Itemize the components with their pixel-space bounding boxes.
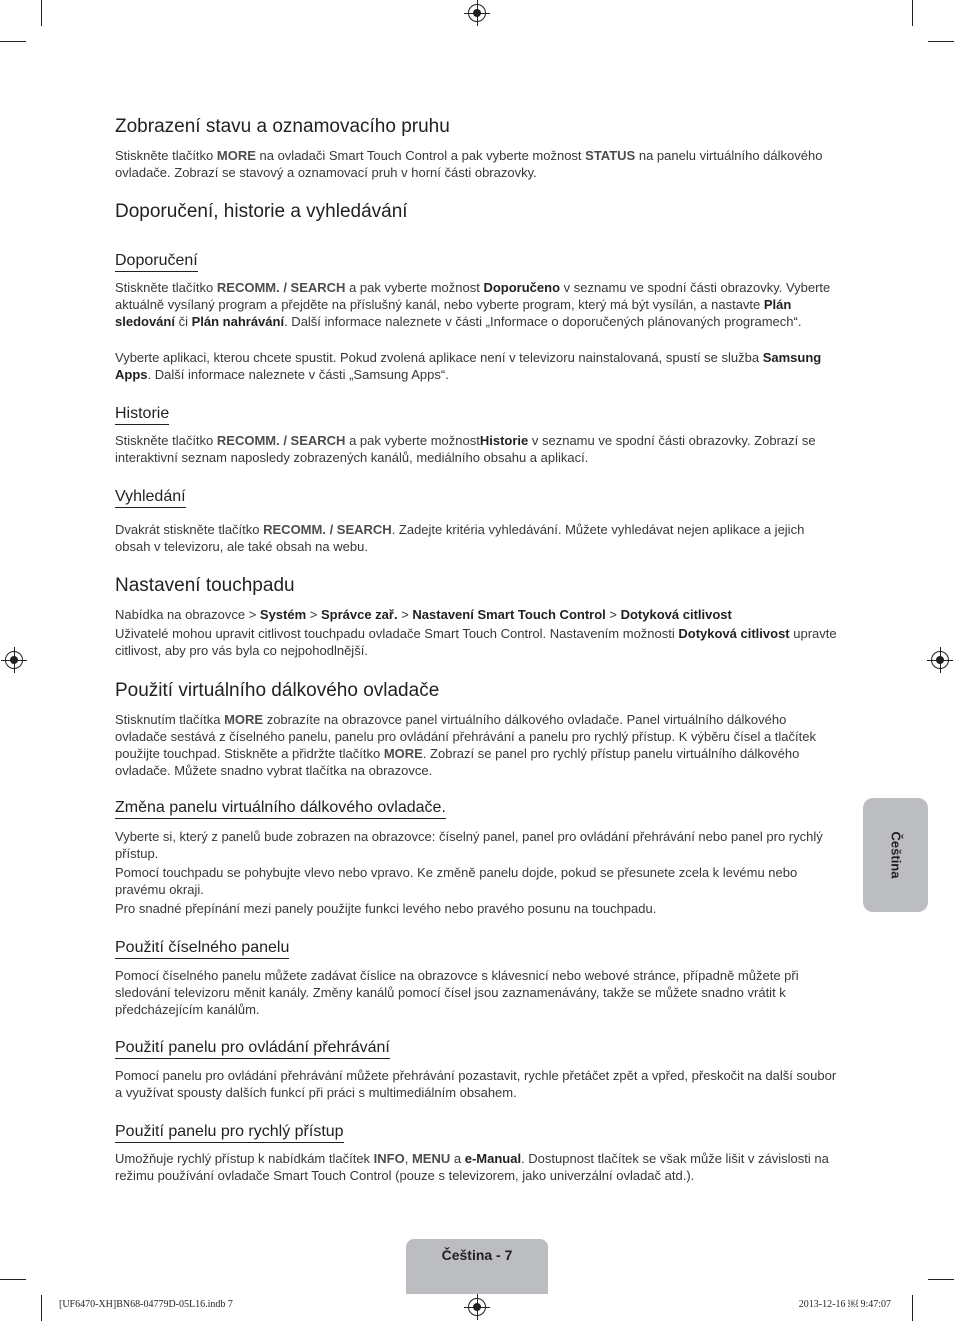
- subsection-title-vyhledani: Vyhledání: [115, 487, 186, 508]
- section-title-virtual-remote: Použití virtuálního dálkového ovladače: [115, 680, 440, 701]
- crop-mark: [928, 1279, 954, 1280]
- zmena-paragraph-2: Pomocí touchpadu se pohybujte vlevo nebo vpravo. Ke změně panelu dojde, pokud se přesunete zcela k levému nebo pravému okraji.: [115, 865, 798, 897]
- crop-mark: [928, 41, 954, 42]
- section-title-touchpad: Nastavení touchpadu: [115, 575, 295, 596]
- vyhledani-paragraph: Dvakrát stiskněte tlačítko RECOMM. / SEARCH. Zadejte kritéria vyhledávání. Můžete vyhledávat nejen aplikace a jejich obsah v televizoru, ale také obsah na webu.: [115, 522, 805, 554]
- zmena-paragraph-3: Pro snadné přepínání mezi panely použijte funkci levého nebo pravého posunu na touchpadu.: [115, 901, 657, 916]
- subsection-title-rychly-pristup: Použití panelu pro rychlý přístup: [115, 1122, 344, 1143]
- section-title-recomm: Doporučení, historie a vyhledávání: [115, 201, 408, 222]
- language-side-tab: [863, 798, 928, 912]
- subsection-title-zmena-panelu: Změna panelu virtuálního dálkového ovladače.: [115, 798, 446, 819]
- language-side-tab-label: Čeština: [888, 831, 903, 879]
- subsection-title-prehravani: Použití panelu pro ovládání přehrávání: [115, 1038, 390, 1059]
- touchpad-paragraph: Uživatelé mohou upravit citlivost touchpadu ovladače Smart Touch Control. Nastavením možnosti Dotyková citlivost upravte citlivost, aby pro vás byla co nejpohodlnější.: [115, 626, 837, 658]
- section-title-status: Zobrazení stavu a oznamovacího pruhu: [115, 116, 450, 137]
- crop-mark: [912, 0, 913, 26]
- print-footer-file: [UF6470-XH]BN68-04779D-05L16.indb 7: [59, 1299, 233, 1310]
- status-paragraph: Stiskněte tlačítko MORE na ovladači Smart Touch Control a pak vyberte možnost STATUS na panelu virtuálního dálkového ovladače. Zobrazí se stavový a oznamovací pruh v horní části obrazovky.: [115, 148, 823, 180]
- crop-mark: [41, 1295, 42, 1321]
- registration-mark-icon: [5, 651, 23, 669]
- rychly-pristup-paragraph: Umožňuje rychlý přístup k nabídkám tlačítek INFO, MENU a e-Manual. Dostupnost tlačítek se však může lišit v závislosti na režimu používání ovladače Smart Touch Control (pouze s televizorem, jako univerzální ovladač atd.).: [115, 1151, 829, 1183]
- crop-mark: [912, 1295, 913, 1321]
- print-footer-timestamp: 2013-12-16 ￼ 9:47:07: [798, 1299, 891, 1310]
- zmena-paragraph-1: Vyberte si, který z panelů bude zobrazen na obrazovce: číselný panel, panel pro ovládání přehrávání nebo panel pro rychlý přístup.: [115, 829, 823, 861]
- subsection-title-historie: Historie: [115, 404, 169, 425]
- crop-mark: [41, 0, 42, 26]
- crop-mark: [0, 41, 26, 42]
- registration-mark-icon: [468, 4, 486, 22]
- prehravani-paragraph: Pomocí panelu pro ovládání přehrávání můžete přehrávání pozastavit, rychle přetáčet zpět a vpřed, přeskočit na další soubor a využívat spousty dalších funkcí při práci s multimediálním obsahem.: [115, 1068, 837, 1100]
- page-number-label: Čeština - 7: [441, 1247, 513, 1263]
- subsection-title-doporuceni: Doporučení: [115, 251, 198, 272]
- doporuceni-paragraph-1: Stiskněte tlačítko RECOMM. / SEARCH a pak vyberte možnost Doporučeno v seznamu ve spodní části obrazovky. Vyberte aktuálně vysílaný program a přejděte na příslušný kanál, nebo vyberte program, který má být vysílán, a nastavte Plán sledování či Plán nahrávání. Další informace naleznete v části „Informace o doporučených plánovaných programech“.: [115, 280, 831, 329]
- touchpad-menu-path: Nabídka na obrazovce > Systém > Správce zař. > Nastavení Smart Touch Control > Dotyková citlivost: [115, 607, 732, 622]
- registration-mark-icon: [468, 1298, 486, 1316]
- historie-paragraph: Stiskněte tlačítko RECOMM. / SEARCH a pak vyberte možnostHistorie v seznamu ve spodní části obrazovky. Zobrazí se interaktivní seznam naposledy zobrazených kanálů, mediálního obsahu a aplikací.: [115, 433, 816, 465]
- virtual-remote-paragraph: Stisknutím tlačítka MORE zobrazíte na obrazovce panel virtuálního dálkového ovladače. Panel virtuálního dálkového ovladače sestává z číselného panelu, panelu pro ovládání přehrávání a panelu pro rychlý přístup. K výběru čísel a tlačítek použijte touchpad. Stiskněte a přidržte tlačítko MORE. Zobrazí se panel pro rychlý přístup panelu virtuálního dálkového ovladače. Můžete snadno vybrat tlačítka na obrazovce.: [115, 712, 816, 778]
- doporuceni-paragraph-2: Vyberte aplikaci, kterou chcete spustit. Pokud zvolená aplikace není v televizoru nainstalovaná, spustí se služba Samsung Apps. Další informace naleznete v části „Samsung Apps“.: [115, 350, 822, 382]
- crop-mark: [0, 1279, 26, 1280]
- page-number-tab: [406, 1239, 548, 1294]
- registration-mark-icon: [931, 651, 949, 669]
- subsection-title-ciselny-panel: Použití číselného panelu: [115, 938, 289, 959]
- ciselny-paragraph: Pomocí číselného panelu můžete zadávat číslice na obrazovce s klávesnicí nebo webové stránce, případně můžete při sledování televizoru měnit kanály. Změny kanálů pomocí čísel jsou zaznamenávány, takže se můžete snadno vrátit k předcházejícím kanálům.: [115, 968, 799, 1017]
